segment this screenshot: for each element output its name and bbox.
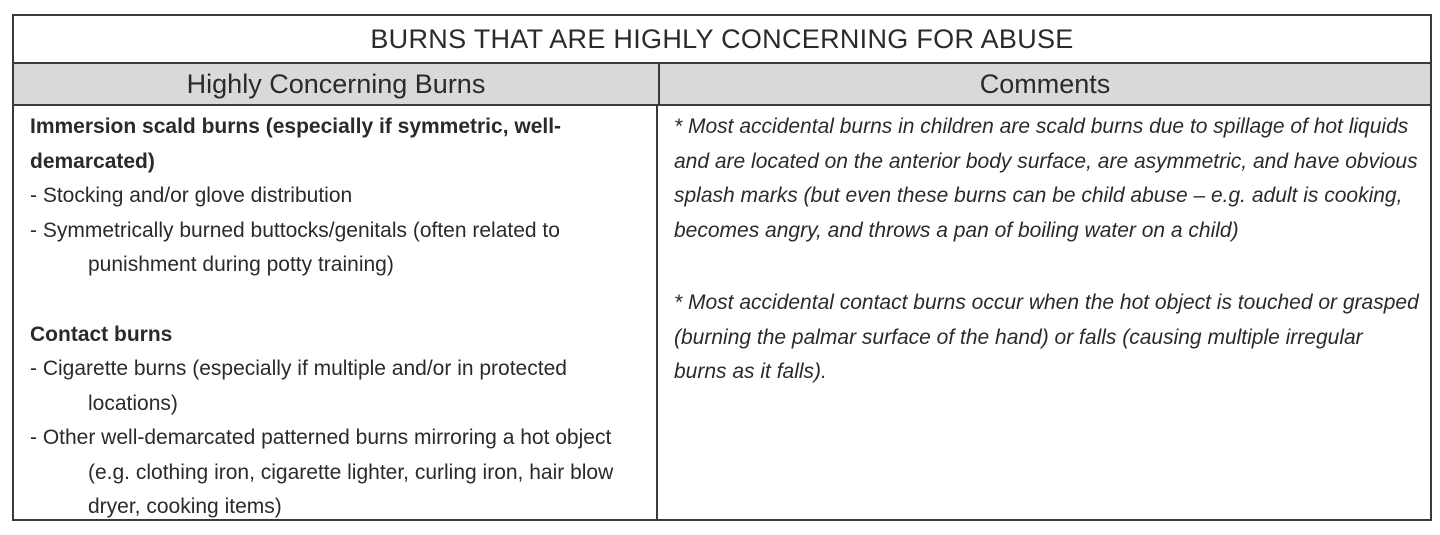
contact-burns-heading: Contact burns [30, 322, 173, 346]
burns-cell [14, 106, 658, 521]
comment-spacer [674, 248, 1420, 286]
burns-table [12, 14, 1432, 521]
table-body-row [14, 106, 1430, 521]
section-spacer [30, 283, 648, 318]
contact-item-cigarette: - Cigarette burns (especially if multiple and/or in protected locations) [30, 357, 567, 415]
contact-item-patterned: - Other well-demarcated patterned burns mirroring a hot object (e.g. clothing iron, cigarette lighter, curling iron, hair blow dryer, cooking items) [30, 426, 614, 518]
immersion-item-stocking: - Stocking and/or glove distribution [30, 184, 353, 207]
comment-scald: * Most accidental burns in children are scald burns due to spillage of hot liquids and are located on the anterior body surface, are asymmetric, and have obvious splash marks (but even these burns can be child abuse – e.g. adult is cooking, becomes angry, and throws a pan of boiling water on a child) [674, 115, 1418, 242]
header-comments: Comments [979, 68, 1111, 99]
table-title: BURNS THAT ARE HIGHLY CONCERNING FOR ABUSE [14, 16, 1430, 64]
immersion-item-buttocks: - Symmetrically burned buttocks/genitals (often related to punishment during potty training) [30, 218, 560, 276]
table-header-row [14, 64, 1430, 106]
comments-cell [658, 106, 1430, 521]
immersion-scald-heading: Immersion scald burns (especially if symmetric, well-demarcated) [30, 115, 562, 173]
header-highly-concerning-burns: Highly Concerning Burns [14, 64, 660, 104]
comment-contact: * Most accidental contact burns occur when the hot object is touched or grasped (burning the palmar surface of the hand) or falls (causing multiple irregular burns as it falls). [674, 291, 1419, 383]
